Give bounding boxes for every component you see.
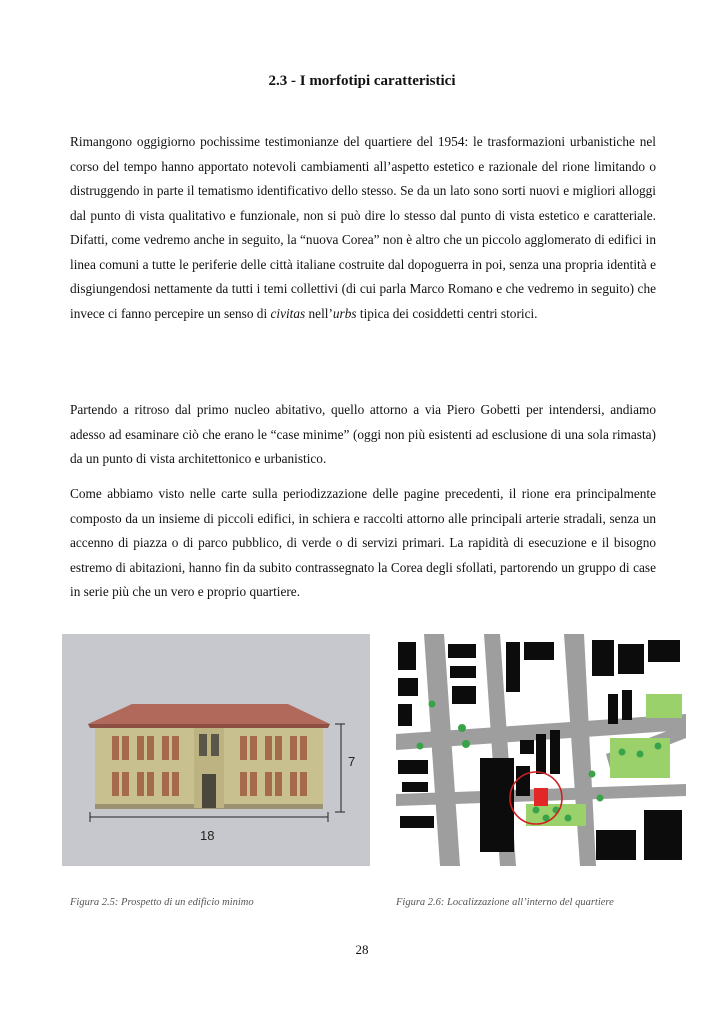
paragraph-1-text-c: tipica dei cosiddetti centri storici. — [356, 305, 538, 321]
paragraph-1-italic-urbs: urbs — [332, 305, 357, 321]
building-elevation-drawing — [62, 634, 370, 866]
roof — [88, 704, 330, 724]
paragraph-1-italic-civitas: civitas — [270, 305, 306, 321]
site-map-drawing — [396, 634, 686, 866]
site-map-figure — [396, 634, 686, 866]
paragraph-2: Partendo a ritroso dal primo nucleo abitativo, quello attorno a via Piero Gobetti per intendersi, andiamo adesso ad esaminare ciò che erano le “case minime” (oggi non più esistenti ad esclusione di una sola rimasta) da un punto di vista architettonico e urbanistico. — [70, 402, 656, 466]
paragraph-1-text-a: Rimangono oggigiorno pochissime testimonianze del quartiere del 1954: le trasformazioni urbanistiche nel corso del tempo hanno apportato notevoli cambiamenti all’aspetto estetico e razionale del rione limitando o distruggendo in parte il tematismo identificativo dello stesso. Se da un lato sono sorti nuovi e migliori alloggi dal punto di vista qualitativo e funzionale, non si può dire lo stesso dal punto di vista estetico e caratteriale. Difatti, come vedremo anche in seguito, la “nuova Corea” non è altro che un piccolo agglomerato di edifici in linea comuni a tutte le periferie delle città italiane costruite dal dopoguerra in poi, senza una propria identità e disgiungendosi nettamente da tutti i temi collettivi (di cui parla Marco Romano e che vedremo in seguito) che invece ci fanno percepire un senso di — [70, 134, 656, 321]
figure-2-5-caption: Figura 2.5: Prospetto di un edificio minimo — [70, 897, 254, 908]
width-dimension-label: 18 — [200, 828, 215, 843]
paragraph-1 — [70, 130, 656, 326]
entrance-door — [202, 774, 216, 808]
page-number: 28 — [355, 942, 369, 957]
highlighted-building — [534, 788, 548, 806]
paragraph-3: Come abbiamo visto nelle carte sulla periodizzazione delle pagine precedenti, il rione era principalmente composto da un insieme di piccoli edifici, in schiera e raccolti attorno alle principali arterie stradali, senza un accenno di piazza o di parco pubblico, di verde o di servizi primari. La rapidità di esecuzione e il bisogno estremo di abitazioni, hanno fin da subito contrassegnato la Corea degli sfollati, partorendo un gruppo di case in serie più che un vero e proprio quartiere. — [70, 486, 656, 599]
height-dimension-label: 7 — [348, 754, 356, 769]
paragraph-1-text-b: nell’ — [305, 305, 333, 321]
figure-2-6-caption: Figura 2.6: Localizzazione all’interno del quartiere — [396, 897, 614, 908]
building-elevation-figure — [62, 634, 370, 866]
section-title: 2.3 - I morfotipi caratteristici — [268, 73, 456, 89]
